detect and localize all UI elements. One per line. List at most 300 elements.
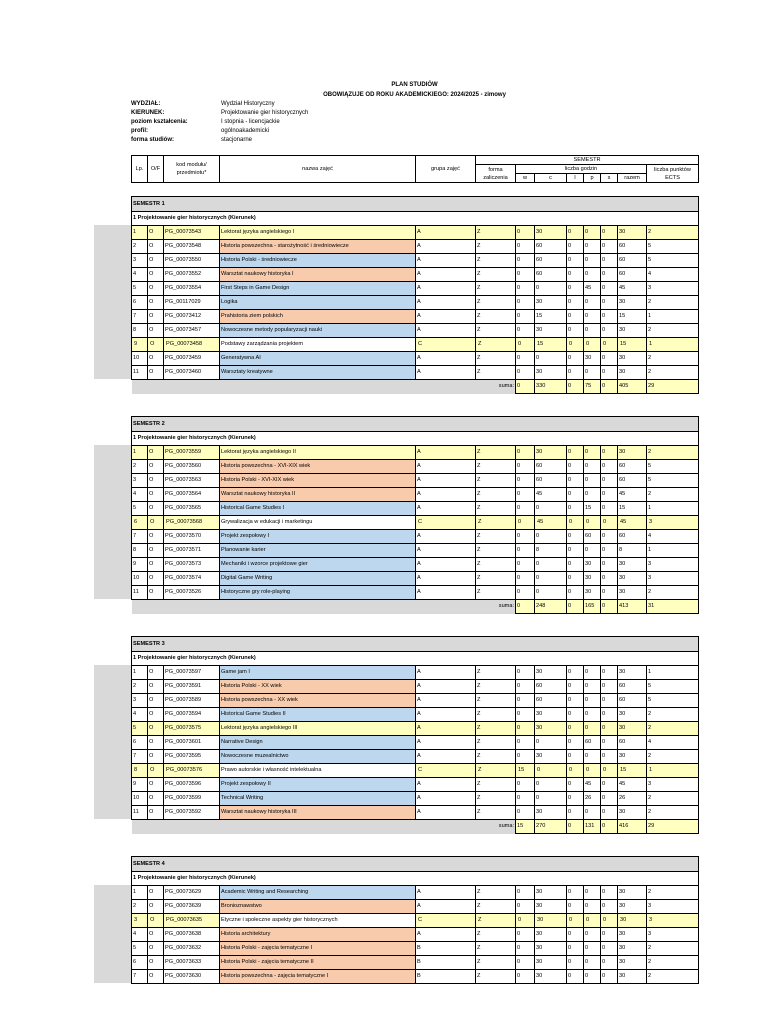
cell-razem: 60 bbox=[618, 268, 647, 282]
cell-razem: 30 bbox=[618, 914, 647, 928]
cell-of: O bbox=[148, 942, 164, 956]
cell-ects: 2 bbox=[647, 792, 699, 806]
cell-lp: 7 bbox=[132, 750, 148, 764]
header-of: O/F bbox=[148, 156, 164, 183]
course-name: Podstawy zarządzania projektem bbox=[220, 338, 416, 352]
cell-w: 0 bbox=[516, 558, 535, 572]
course-name: Warsztat naukowy historyka I bbox=[220, 268, 416, 282]
sum-row bbox=[132, 380, 699, 394]
cell-c: 0 bbox=[535, 764, 567, 778]
table-row bbox=[132, 708, 699, 722]
cell-ects: 2 bbox=[647, 324, 699, 338]
header-ects: liczba punktów ECTS bbox=[647, 165, 699, 183]
cell-forma: Z bbox=[476, 544, 516, 558]
cell-s: 0 bbox=[601, 530, 618, 544]
cell-of: O bbox=[148, 282, 164, 296]
cell-of: O bbox=[148, 792, 164, 806]
cell-ects: 2 bbox=[647, 886, 699, 900]
sum-s: 0 bbox=[601, 380, 618, 394]
cell-lp: 11 bbox=[132, 586, 148, 600]
cell-c: 0 bbox=[535, 736, 567, 750]
cell-ects: 2 bbox=[647, 446, 699, 460]
cell-l: 0 bbox=[567, 502, 584, 516]
cell-l: 0 bbox=[567, 488, 584, 502]
cell-lp: 2 bbox=[132, 680, 148, 694]
cell-forma: Z bbox=[476, 268, 516, 282]
cell-p: 60 bbox=[584, 530, 601, 544]
meta-row bbox=[131, 109, 698, 118]
cell-of: O bbox=[148, 586, 164, 600]
cell-w: 0 bbox=[516, 914, 535, 928]
cell-s: 0 bbox=[601, 338, 618, 352]
cell-kod: PG_00073565 bbox=[164, 502, 220, 516]
cell-ects: 1 bbox=[647, 764, 699, 778]
kierunek-label: 1 Projektowanie gier historycznych (Kierunek) bbox=[132, 432, 699, 446]
sum-p: 165 bbox=[584, 600, 601, 614]
row-sidebar bbox=[94, 445, 131, 599]
semester-title-row bbox=[132, 637, 699, 652]
cell-kod: PG_00073595 bbox=[164, 750, 220, 764]
cell-p: 26 bbox=[584, 792, 601, 806]
cell-l: 0 bbox=[567, 750, 584, 764]
course-name: Lektorat języka angielskiego III bbox=[220, 722, 416, 736]
cell-of: O bbox=[148, 226, 164, 240]
cell-grupa: A bbox=[416, 446, 476, 460]
cell-lp: 6 bbox=[132, 296, 148, 310]
cell-grupa: A bbox=[416, 558, 476, 572]
cell-w: 0 bbox=[516, 778, 535, 792]
course-name: Historia Polski - zajęcia tematyczne II bbox=[220, 956, 416, 970]
cell-s: 0 bbox=[601, 488, 618, 502]
course-name: Generatywna AI bbox=[220, 352, 416, 366]
cell-ects: 2 bbox=[647, 226, 699, 240]
cell-c: 60 bbox=[535, 268, 567, 282]
cell-w: 0 bbox=[516, 338, 535, 352]
table-row bbox=[132, 488, 699, 502]
cell-razem: 15 bbox=[618, 502, 647, 516]
table-row bbox=[132, 240, 699, 254]
cell-w: 0 bbox=[516, 792, 535, 806]
cell-of: O bbox=[148, 558, 164, 572]
cell-razem: 30 bbox=[618, 586, 647, 600]
cell-of: O bbox=[148, 488, 164, 502]
cell-p: 0 bbox=[584, 338, 601, 352]
cell-razem: 30 bbox=[618, 366, 647, 380]
cell-kod: PG_00073574 bbox=[164, 572, 220, 586]
cell-kod: PG_00073629 bbox=[164, 886, 220, 900]
cell-w: 0 bbox=[516, 900, 535, 914]
cell-ects: 2 bbox=[647, 942, 699, 956]
cell-forma: Z bbox=[476, 928, 516, 942]
cell-ects: 4 bbox=[647, 530, 699, 544]
meta-key: poziom kształcenia: bbox=[131, 119, 188, 125]
cell-kod: PG_00073592 bbox=[164, 806, 220, 820]
cell-razem: 15 bbox=[618, 338, 647, 352]
cell-kod: PG_00073599 bbox=[164, 792, 220, 806]
meta-key: KIERUNEK: bbox=[131, 110, 165, 116]
cell-forma: Z bbox=[476, 680, 516, 694]
cell-w: 0 bbox=[516, 474, 535, 488]
semester-table bbox=[131, 856, 699, 984]
cell-ects: 2 bbox=[647, 488, 699, 502]
cell-grupa: A bbox=[416, 282, 476, 296]
cell-p: 30 bbox=[584, 586, 601, 600]
semester-title-row bbox=[132, 857, 699, 872]
cell-s: 0 bbox=[601, 806, 618, 820]
cell-c: 60 bbox=[535, 474, 567, 488]
cell-of: O bbox=[148, 680, 164, 694]
cell-ects: 5 bbox=[647, 694, 699, 708]
cell-w: 0 bbox=[516, 226, 535, 240]
header-grupa: grupa zajęć bbox=[416, 156, 476, 183]
cell-p: 0 bbox=[584, 226, 601, 240]
cell-ects: 1 bbox=[647, 338, 699, 352]
cell-ects: 3 bbox=[647, 558, 699, 572]
cell-razem: 60 bbox=[618, 736, 647, 750]
course-name: Academic Writing and Researching bbox=[220, 886, 416, 900]
cell-c: 30 bbox=[535, 296, 567, 310]
cell-p: 0 bbox=[584, 886, 601, 900]
cell-razem: 60 bbox=[618, 240, 647, 254]
cell-kod: PG_00073568 bbox=[164, 516, 220, 530]
kierunek-row bbox=[132, 652, 699, 666]
cell-kod: PG_00073564 bbox=[164, 488, 220, 502]
cell-l: 0 bbox=[567, 722, 584, 736]
cell-grupa: A bbox=[416, 792, 476, 806]
course-name: Game jam I bbox=[220, 666, 416, 680]
cell-p: 0 bbox=[584, 806, 601, 820]
course-name: Warsztat naukowy historyka III bbox=[220, 806, 416, 820]
cell-forma: Z bbox=[476, 666, 516, 680]
cell-ects: 1 bbox=[647, 666, 699, 680]
cell-kod: PG_00073460 bbox=[164, 366, 220, 380]
cell-p: 0 bbox=[584, 928, 601, 942]
table-row bbox=[132, 956, 699, 970]
header-nazwa: nazwa zajęć bbox=[220, 156, 416, 183]
cell-s: 0 bbox=[601, 502, 618, 516]
cell-grupa: A bbox=[416, 666, 476, 680]
cell-lp: 3 bbox=[132, 474, 148, 488]
cell-forma: Z bbox=[476, 366, 516, 380]
course-name: Historical Game Studies II bbox=[220, 708, 416, 722]
cell-razem: 30 bbox=[618, 296, 647, 310]
cell-ects: 2 bbox=[647, 586, 699, 600]
cell-razem: 30 bbox=[618, 572, 647, 586]
meta-row bbox=[131, 127, 698, 136]
cell-of: O bbox=[148, 544, 164, 558]
cell-s: 0 bbox=[601, 680, 618, 694]
cell-w: 0 bbox=[516, 352, 535, 366]
cell-w: 0 bbox=[516, 928, 535, 942]
cell-s: 0 bbox=[601, 572, 618, 586]
cell-razem: 60 bbox=[618, 474, 647, 488]
cell-ects: 2 bbox=[647, 352, 699, 366]
cell-kod: PG_00073638 bbox=[164, 928, 220, 942]
sum-p: 75 bbox=[584, 380, 601, 394]
cell-kod: PG_00073639 bbox=[164, 900, 220, 914]
cell-s: 0 bbox=[601, 366, 618, 380]
cell-lp: 3 bbox=[132, 694, 148, 708]
cell-l: 0 bbox=[567, 352, 584, 366]
cell-s: 0 bbox=[601, 792, 618, 806]
cell-razem: 60 bbox=[618, 254, 647, 268]
cell-c: 0 bbox=[535, 792, 567, 806]
cell-p: 0 bbox=[584, 722, 601, 736]
cell-of: O bbox=[148, 708, 164, 722]
cell-forma: Z bbox=[476, 446, 516, 460]
cell-razem: 60 bbox=[618, 530, 647, 544]
cell-razem: 60 bbox=[618, 694, 647, 708]
course-name: Planowanie karier bbox=[220, 544, 416, 558]
cell-w: 0 bbox=[516, 268, 535, 282]
sum-p: 131 bbox=[584, 820, 601, 834]
cell-l: 0 bbox=[567, 736, 584, 750]
cell-c: 30 bbox=[535, 806, 567, 820]
cell-kod: PG_00073548 bbox=[164, 240, 220, 254]
cell-lp: 1 bbox=[132, 886, 148, 900]
cell-razem: 30 bbox=[618, 928, 647, 942]
cell-l: 0 bbox=[567, 666, 584, 680]
course-name: Historia Polski - XVI-XIX wiek bbox=[220, 474, 416, 488]
meta-row bbox=[131, 136, 698, 145]
cell-c: 30 bbox=[535, 226, 567, 240]
cell-razem: 26 bbox=[618, 792, 647, 806]
cell-grupa: C bbox=[416, 914, 476, 928]
cell-lp: 5 bbox=[132, 282, 148, 296]
cell-razem: 30 bbox=[618, 708, 647, 722]
cell-s: 0 bbox=[601, 268, 618, 282]
cell-grupa: A bbox=[416, 366, 476, 380]
table-row bbox=[132, 352, 699, 366]
cell-s: 0 bbox=[601, 516, 618, 530]
cell-razem: 30 bbox=[618, 886, 647, 900]
cell-forma: Z bbox=[476, 254, 516, 268]
cell-forma: Z bbox=[476, 722, 516, 736]
sum-l: 0 bbox=[567, 600, 584, 614]
cell-l: 0 bbox=[567, 544, 584, 558]
cell-p: 45 bbox=[584, 282, 601, 296]
cell-c: 30 bbox=[535, 956, 567, 970]
cell-razem: 15 bbox=[618, 310, 647, 324]
cell-forma: Z bbox=[476, 352, 516, 366]
cell-forma: Z bbox=[476, 956, 516, 970]
table-row bbox=[132, 254, 699, 268]
cell-p: 0 bbox=[584, 666, 601, 680]
table-row bbox=[132, 324, 699, 338]
cell-kod: PG_00073596 bbox=[164, 778, 220, 792]
table-row bbox=[132, 680, 699, 694]
cell-s: 0 bbox=[601, 254, 618, 268]
cell-p: 0 bbox=[584, 764, 601, 778]
semester-table bbox=[131, 196, 699, 394]
cell-of: O bbox=[148, 324, 164, 338]
cell-kod: PG_00073552 bbox=[164, 268, 220, 282]
cell-grupa: A bbox=[416, 736, 476, 750]
cell-grupa: C bbox=[416, 764, 476, 778]
cell-c: 30 bbox=[535, 446, 567, 460]
cell-of: O bbox=[148, 956, 164, 970]
cell-grupa: A bbox=[416, 750, 476, 764]
cell-grupa: A bbox=[416, 680, 476, 694]
cell-w: 0 bbox=[516, 240, 535, 254]
course-name: Historia powszechna - zajęcia tematyczne I bbox=[220, 970, 416, 984]
cell-w: 0 bbox=[516, 722, 535, 736]
cell-c: 15 bbox=[535, 338, 567, 352]
cell-grupa: B bbox=[416, 942, 476, 956]
cell-s: 0 bbox=[601, 694, 618, 708]
cell-of: O bbox=[148, 268, 164, 282]
cell-lp: 1 bbox=[132, 446, 148, 460]
course-name: Historia Polski - średniowiecze bbox=[220, 254, 416, 268]
cell-lp: 3 bbox=[132, 254, 148, 268]
course-name: Historia powszechna - XVI-XIX wiek bbox=[220, 460, 416, 474]
cell-kod: PG_00073571 bbox=[164, 544, 220, 558]
cell-w: 0 bbox=[516, 530, 535, 544]
cell-c: 60 bbox=[535, 680, 567, 694]
cell-p: 0 bbox=[584, 268, 601, 282]
cell-kod: PG_00073412 bbox=[164, 310, 220, 324]
table-row bbox=[132, 544, 699, 558]
table-row bbox=[132, 914, 699, 928]
cell-razem: 30 bbox=[618, 956, 647, 970]
sum-razem: 413 bbox=[618, 600, 647, 614]
cell-l: 0 bbox=[567, 366, 584, 380]
cell-ects: 3 bbox=[647, 572, 699, 586]
kierunek-label: 1 Projektowanie gier historycznych (Kierunek) bbox=[132, 212, 699, 226]
cell-p: 0 bbox=[584, 900, 601, 914]
cell-c: 30 bbox=[535, 886, 567, 900]
cell-grupa: B bbox=[416, 956, 476, 970]
cell-kod: PG_00073632 bbox=[164, 942, 220, 956]
cell-c: 45 bbox=[535, 516, 567, 530]
cell-lp: 7 bbox=[132, 530, 148, 544]
cell-forma: Z bbox=[476, 558, 516, 572]
course-name: Historical Game Studies I bbox=[220, 502, 416, 516]
cell-ects: 4 bbox=[647, 736, 699, 750]
sum-ects: 29 bbox=[647, 820, 699, 834]
cell-lp: 4 bbox=[132, 708, 148, 722]
table-row bbox=[132, 942, 699, 956]
cell-s: 0 bbox=[601, 226, 618, 240]
cell-w: 0 bbox=[516, 446, 535, 460]
cell-c: 30 bbox=[535, 722, 567, 736]
cell-s: 0 bbox=[601, 914, 618, 928]
cell-razem: 30 bbox=[618, 226, 647, 240]
cell-razem: 30 bbox=[618, 558, 647, 572]
cell-l: 0 bbox=[567, 928, 584, 942]
header-p: p bbox=[584, 174, 601, 183]
cell-of: O bbox=[148, 474, 164, 488]
cell-s: 0 bbox=[601, 886, 618, 900]
cell-of: O bbox=[148, 310, 164, 324]
cell-razem: 30 bbox=[618, 446, 647, 460]
table-row bbox=[132, 750, 699, 764]
cell-p: 0 bbox=[584, 474, 601, 488]
sum-s: 0 bbox=[601, 600, 618, 614]
cell-razem: 8 bbox=[618, 544, 647, 558]
cell-lp: 8 bbox=[132, 324, 148, 338]
cell-grupa: A bbox=[416, 352, 476, 366]
cell-w: 0 bbox=[516, 970, 535, 984]
cell-c: 30 bbox=[535, 928, 567, 942]
table-row bbox=[132, 446, 699, 460]
cell-ects: 1 bbox=[647, 502, 699, 516]
cell-of: O bbox=[148, 446, 164, 460]
cell-grupa: A bbox=[416, 572, 476, 586]
cell-s: 0 bbox=[601, 586, 618, 600]
cell-lp: 2 bbox=[132, 460, 148, 474]
cell-l: 0 bbox=[567, 572, 584, 586]
cell-lp: 8 bbox=[132, 544, 148, 558]
cell-c: 0 bbox=[535, 572, 567, 586]
table-row bbox=[132, 586, 699, 600]
document-header bbox=[131, 80, 698, 145]
cell-w: 0 bbox=[516, 956, 535, 970]
row-sidebar bbox=[94, 225, 131, 379]
meta-row bbox=[131, 118, 698, 127]
table-row bbox=[132, 530, 699, 544]
cell-grupa: A bbox=[416, 900, 476, 914]
cell-w: 0 bbox=[516, 282, 535, 296]
cell-ects: 2 bbox=[647, 708, 699, 722]
cell-s: 0 bbox=[601, 764, 618, 778]
table-row bbox=[132, 886, 699, 900]
sum-razem: 405 bbox=[618, 380, 647, 394]
cell-ects: 3 bbox=[647, 282, 699, 296]
cell-c: 30 bbox=[535, 324, 567, 338]
cell-s: 0 bbox=[601, 558, 618, 572]
cell-lp: 9 bbox=[132, 338, 148, 352]
cell-lp: 4 bbox=[132, 488, 148, 502]
cell-forma: Z bbox=[476, 792, 516, 806]
cell-p: 0 bbox=[584, 750, 601, 764]
cell-p: 0 bbox=[584, 240, 601, 254]
cell-razem: 30 bbox=[618, 352, 647, 366]
cell-w: 0 bbox=[516, 708, 535, 722]
cell-kod: PG_00073594 bbox=[164, 708, 220, 722]
cell-l: 0 bbox=[567, 764, 584, 778]
cell-c: 0 bbox=[535, 352, 567, 366]
course-name: Prawo autorskie i własność intelektualna bbox=[220, 764, 416, 778]
course-name: Etyczne i społeczne aspekty gier historycznych bbox=[220, 914, 416, 928]
cell-s: 0 bbox=[601, 352, 618, 366]
cell-ects: 2 bbox=[647, 296, 699, 310]
cell-razem: 30 bbox=[618, 970, 647, 984]
cell-p: 0 bbox=[584, 914, 601, 928]
cell-lp: 8 bbox=[132, 764, 148, 778]
cell-of: O bbox=[148, 460, 164, 474]
cell-ects: 2 bbox=[647, 956, 699, 970]
meta-value: stacjonarne bbox=[221, 137, 253, 143]
cell-grupa: A bbox=[416, 530, 476, 544]
cell-ects: 5 bbox=[647, 474, 699, 488]
cell-s: 0 bbox=[601, 666, 618, 680]
cell-kod: PG_00073459 bbox=[164, 352, 220, 366]
cell-l: 0 bbox=[567, 460, 584, 474]
header-w: w bbox=[516, 174, 535, 183]
sum-ects: 31 bbox=[647, 600, 699, 614]
cell-p: 15 bbox=[584, 502, 601, 516]
cell-of: O bbox=[148, 666, 164, 680]
cell-l: 0 bbox=[567, 680, 584, 694]
cell-forma: Z bbox=[476, 572, 516, 586]
cell-lp: 9 bbox=[132, 558, 148, 572]
cell-of: O bbox=[148, 572, 164, 586]
course-name: Historia Polski - zajęcia tematyczne I bbox=[220, 942, 416, 956]
cell-p: 0 bbox=[584, 296, 601, 310]
cell-kod: PG_00073554 bbox=[164, 282, 220, 296]
cell-l: 0 bbox=[567, 942, 584, 956]
